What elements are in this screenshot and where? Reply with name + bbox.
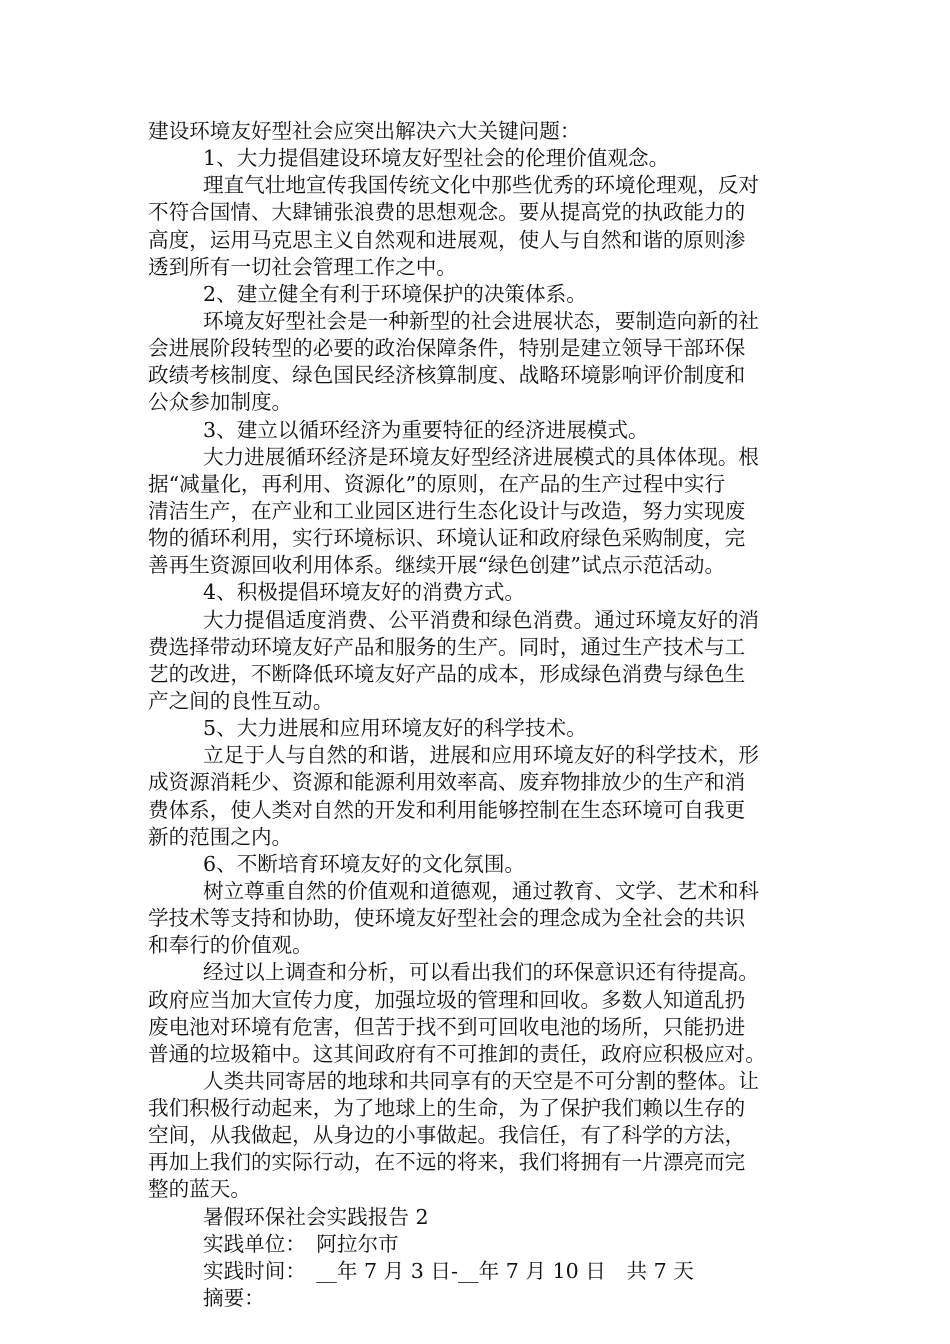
text-line: 政府应当加大宣传力度，加强垃圾的管理和回收。多数人知道乱扔: [148, 987, 746, 1012]
text-line: 实践时间： __年 7 月 3 日-__年 7 月 10 日 共 7 天: [203, 1258, 694, 1283]
text-line: 物的循环利用，实行环境标识、环境认证和政府绿色采购制度，完: [148, 526, 746, 551]
text-line: 善再生资源回收利用体系。继续开展“绿色创建”试点示范活动。: [148, 553, 726, 578]
text-line: 新的范围之内。: [148, 824, 293, 849]
text-line: 5、大力进展和应用环境友好的科学技术。: [203, 716, 587, 741]
text-line: 费体系，使人类对自然的开发和利用能够控制在生态环境可自我更: [148, 797, 746, 822]
text-line: 建设环境友好型社会应突出解决六大关键问题：: [148, 119, 581, 143]
text-line: 艺的改进，不断降低环境友好产品的成本，形成绿色消费与绿色生: [148, 661, 746, 686]
text-line: 产之间的良性互动。: [148, 688, 334, 713]
text-line: 政绩考核制度、绿色国民经济核算制度、战略环境影响评价制度和: [148, 363, 746, 388]
text-line: 2、建立健全有利于环境保护的决策体系。: [203, 281, 587, 306]
text-line: 实践单位： 阿拉尔市: [203, 1231, 399, 1256]
text-line: 3、建立以循环经济为重要特征的经济进展模式。: [203, 417, 649, 442]
text-line: 透到所有一切社会管理工作之中。: [148, 254, 457, 279]
text-line: 大力进展循环经济是环境友好型经济进展模式的具体体现。根: [203, 444, 760, 469]
text-line: 暑假环保社会实践报告 2: [203, 1204, 429, 1229]
text-line: 清洁生产，在产业和工业园区进行生态化设计与改造，努力实现废: [148, 498, 746, 523]
text-line: 理直气壮地宣传我国传统文化中那些优秀的环境伦理观，反对: [203, 173, 760, 198]
text-line: 成资源消耗少、资源和能源利用效率高、废弃物排放少的生产和消: [148, 770, 746, 795]
text-line: 再加上我们的实际行动，在不远的将来，我们将拥有一片漂亮而完: [148, 1150, 746, 1175]
text-line: 废电池对环境有危害，但苦于找不到可回收电池的场所，只能扔进: [148, 1014, 746, 1039]
text-line: 整的蓝天。: [148, 1177, 251, 1202]
text-line: 人类共同寄居的地球和共同享有的天空是不可分割的整体。让: [203, 1068, 760, 1093]
text-line: 学技术等支持和协助，使环境友好型社会的理念成为全社会的共识: [148, 906, 746, 931]
text-line: 空间，从我做起，从身边的小事做起。我信任，有了科学的方法，: [148, 1123, 746, 1148]
text-line: 大力提倡适度消费、公平消费和绿色消费。通过环境友好的消: [203, 607, 760, 632]
text-line: 6、不断培育环境友好的文化氛围。: [203, 851, 526, 876]
text-line: 普通的垃圾箱中。这其间政府有不可推卸的责任，政府应积极应对。: [148, 1041, 766, 1066]
text-line: 环境友好型社会是一种新型的社会进展状态，要制造向新的社: [203, 308, 760, 333]
text-line: 树立尊重自然的价值观和道德观，通过教育、文学、艺术和科: [203, 878, 760, 903]
text-line: 据“减量化，再利用、资源化”的原则，在产品的生产过程中实行: [148, 471, 726, 496]
text-line: 我们积极行动起来，为了地球上的生命，为了保护我们赖以生存的: [148, 1096, 746, 1121]
text-line: 立足于人与自然的和谐，进展和应用环境友好的科学技术，形: [203, 743, 760, 768]
text-line: 费选择带动环境友好产品和服务的生产。同时，通过生产技术与工: [148, 634, 746, 659]
text-line: 不符合国情、大肆铺张浪费的思想观念。要从提高党的执政能力的: [148, 200, 746, 225]
text-line: 高度，运用马克思主义自然观和进展观，使人与自然和谐的原则渗: [148, 227, 746, 252]
text-line: 公众参加制度。: [148, 390, 293, 415]
text-line: 摘要：: [203, 1286, 265, 1311]
text-line: 经过以上调查和分析，可以看出我们的环保意识还有待提高。: [203, 960, 760, 985]
document-body: [148, 118, 808, 1312]
text-line: 4、积极提倡环境友好的消费方式。: [203, 580, 526, 605]
text-line: 和奉行的价值观。: [148, 933, 313, 958]
text-line: 会进展阶段转型的必要的政治保障条件，特别是建立领导干部环保: [148, 336, 746, 361]
text-line: 1、大力提倡建设环境友好型社会的伦理价值观念。: [203, 146, 670, 171]
